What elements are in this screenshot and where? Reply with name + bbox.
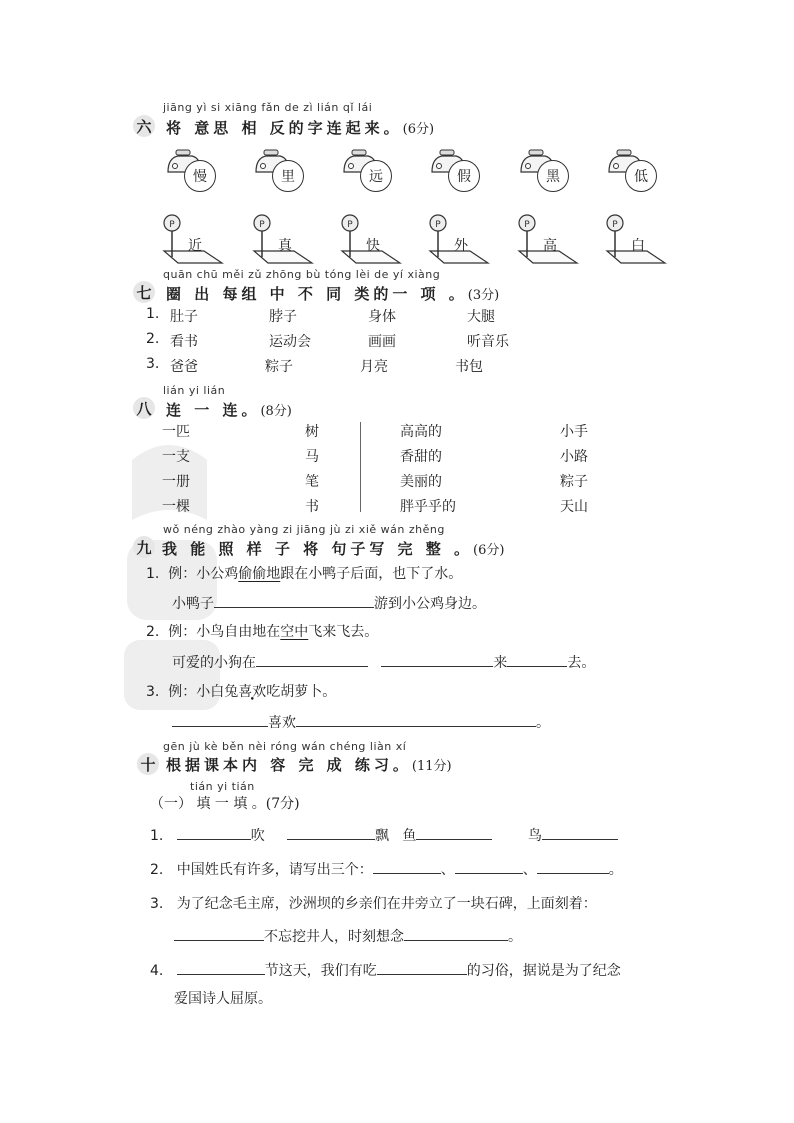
row-number: 2.: [146, 331, 160, 347]
blank-3[interactable]: [381, 652, 493, 667]
word-option[interactable]: 粽子: [265, 359, 293, 375]
pinyin-eight: lián yi lián: [163, 384, 226, 397]
pinyin-sub: tián yi tián: [190, 780, 255, 793]
char-label: 快: [366, 238, 380, 254]
blank-4[interactable]: [507, 652, 567, 667]
row-number: 1.: [146, 306, 160, 322]
char-label: 高: [543, 238, 557, 254]
blank-q2a[interactable]: [373, 859, 441, 874]
match-item[interactable]: 高高的: [400, 424, 442, 440]
column-divider: [360, 422, 361, 512]
match-item[interactable]: 一支: [162, 449, 190, 465]
match-item[interactable]: 书: [305, 499, 319, 515]
section-number-six: 六: [133, 115, 155, 137]
section-title-ten: 根据课本内 容 完 成 练习。(11分): [166, 756, 452, 774]
match-item[interactable]: 一棵: [162, 499, 190, 515]
blank-q1a[interactable]: [177, 825, 251, 840]
row-number: 3.: [146, 356, 160, 372]
example-3: 3. 例：小白兔喜欢吃胡萝卜。: [146, 684, 337, 700]
exercise-3: 喜欢 。: [172, 712, 550, 732]
pinyin-ten: gēn jù kè běn nèi róng wán chéng liàn xí: [163, 740, 407, 753]
pinyin-six: jiāng yì si xiāng fǎn de zì lián qǐ lái: [163, 101, 373, 114]
question-4-line2: 爱国诗人屈原。: [174, 991, 272, 1007]
match-item[interactable]: 小路: [560, 449, 588, 465]
exercise-1: 小鸭子 游到小公鸡身边。: [172, 593, 486, 613]
section-number-nine: 九: [133, 536, 155, 558]
match-item[interactable]: 美丽的: [400, 474, 442, 490]
char-circle: 慢: [184, 160, 216, 192]
pinyin-nine: wǒ néng zhào yàng zi jiāng jù zi xiě wán zhěng: [163, 523, 445, 536]
section-title-six: 将 意思 相 反的字连起来。(6分): [166, 119, 435, 137]
question-3-line2: 不忘挖井人，时刻想念 。: [174, 926, 522, 946]
word-option[interactable]: 脖子: [269, 309, 297, 325]
svg-text:P: P: [524, 220, 530, 230]
question-2: 2. 中国姓氏有许多，请写出三个： 、 、 。: [150, 859, 623, 879]
example-2: 2. 例：小鸟自由地在空中飞来飞去。: [146, 624, 379, 640]
blank-q2c[interactable]: [537, 859, 609, 874]
char-label: 白: [631, 238, 645, 254]
match-item[interactable]: 树: [305, 424, 319, 440]
word-option[interactable]: 爸爸: [170, 359, 198, 375]
match-item[interactable]: 小手: [560, 424, 588, 440]
match-item[interactable]: 香甜的: [400, 449, 442, 465]
match-item[interactable]: 笔: [305, 474, 319, 490]
subsection-title: （一） 填 一 填 。(7分): [150, 796, 300, 812]
match-item[interactable]: 天山: [560, 499, 588, 515]
svg-text:P: P: [259, 220, 265, 230]
match-item[interactable]: 粽子: [560, 474, 588, 490]
question-3: 3. 为了纪念毛主席，沙洲坝的乡亲们在井旁立了一块石碑，上面刻着：: [150, 896, 597, 912]
blank-q2b[interactable]: [455, 859, 523, 874]
word-option[interactable]: 听音乐: [467, 334, 509, 350]
exercise-2: 可爱的小狗在 来 去。: [172, 652, 595, 672]
blank-q4a[interactable]: [177, 960, 265, 975]
section-title-eight: 连 一 连。(8分): [166, 401, 292, 419]
svg-text:P: P: [612, 220, 618, 230]
char-label: 真: [278, 238, 292, 254]
blank-q3b[interactable]: [404, 926, 508, 941]
blank-5[interactable]: [172, 712, 268, 727]
blank-q4b[interactable]: [377, 960, 467, 975]
word-option[interactable]: 大腿: [467, 309, 495, 325]
word-option[interactable]: 画画: [368, 334, 396, 350]
svg-text:P: P: [169, 220, 175, 230]
word-option[interactable]: 月亮: [360, 359, 388, 375]
section-title-nine: 我 能 照 样 子 将 句子写 完 整 。(6分): [162, 540, 505, 558]
blank-1[interactable]: [214, 593, 374, 608]
svg-text:P: P: [435, 220, 441, 230]
blank-2[interactable]: [256, 652, 368, 667]
word-option[interactable]: 身体: [368, 309, 396, 325]
char-circle: 远: [360, 160, 392, 192]
word-option[interactable]: 看书: [170, 334, 198, 350]
section-number-seven: 七: [133, 281, 155, 303]
blank-q1b[interactable]: [287, 825, 375, 840]
section-number-eight: 八: [133, 397, 155, 419]
match-item[interactable]: 一册: [162, 474, 190, 490]
char-circle: 低: [625, 160, 657, 192]
char-circle: 假: [448, 160, 480, 192]
section-title-seven: 圈 出 每组 中 不 同 类的一 项 。(3分): [166, 285, 500, 303]
blank-6[interactable]: [296, 712, 536, 727]
blank-q1d[interactable]: [542, 825, 618, 840]
char-label: 近: [188, 238, 202, 254]
match-item[interactable]: 一匹: [162, 424, 190, 440]
section-number-ten: 十: [137, 753, 159, 775]
match-item[interactable]: 胖乎乎的: [400, 499, 456, 515]
question-4: 4. 节这天，我们有吃 的习俗，据说是为了纪念: [150, 960, 621, 980]
svg-text:P: P: [347, 220, 353, 230]
char-circle: 黑: [537, 160, 569, 192]
word-option[interactable]: 运动会: [269, 334, 311, 350]
blank-q1c[interactable]: [416, 825, 492, 840]
example-1: 1. 例：小公鸡偷偷地跟在小鸭子后面，也下了水。: [146, 566, 463, 582]
question-1: 1. 吹 飘 鱼 鸟: [150, 825, 618, 845]
char-label: 外: [454, 238, 468, 254]
blank-q3a[interactable]: [174, 926, 264, 941]
pinyin-seven: quān chū měi zǔ zhōng bù tóng lèi de yí xiàng: [163, 268, 441, 281]
char-circle: 里: [272, 160, 304, 192]
word-option[interactable]: 书包: [455, 359, 483, 375]
match-item[interactable]: 马: [305, 449, 319, 465]
word-option[interactable]: 肚子: [170, 309, 198, 325]
